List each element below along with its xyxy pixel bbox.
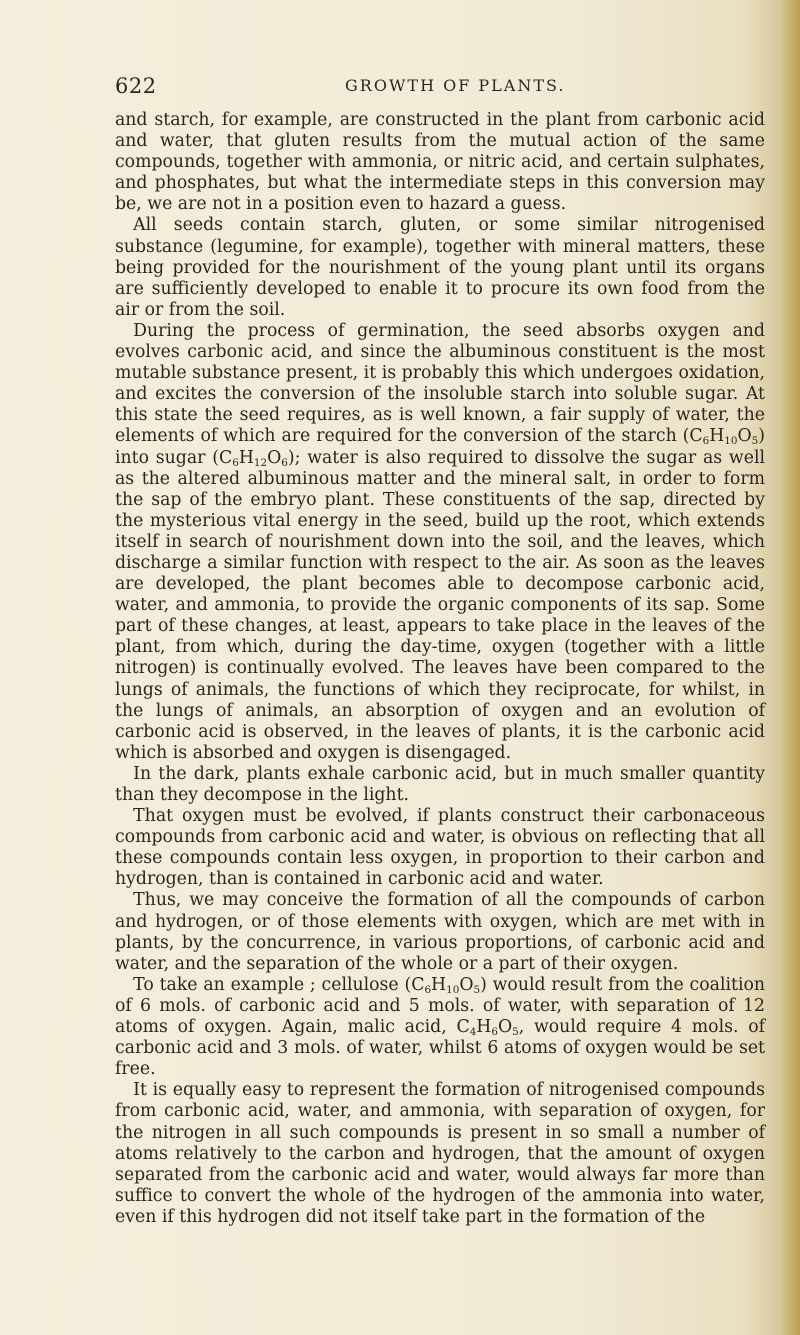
paragraph: and starch, for example, are constructed in the plant from carbonic acid and water, that gluten results from the mutual action of the same compounds, together with ammonia, or nitric acid, and certain sulphates, and phosphates, but what the intermediate steps in this conversion may be, we are not in a position even to hazard a guess. (115, 110, 765, 215)
text-run: H (238, 447, 254, 468)
subscript: 10 (446, 983, 460, 996)
subscript: 6 (232, 456, 239, 469)
text-run: O (737, 426, 752, 447)
text-run: H (476, 1017, 492, 1038)
paragraph: All seeds contain starch, gluten, or some similar nitrogenised substance (legumine, for example), together with mineral matters, these being provided for the nourishment of the young plant until its organs are sufficiently developed to enable it to procure its own food from the air or from the soil. (115, 215, 765, 320)
text-run: ) would result from the coalition of 6 mols. of carbonic acid and 5 mols. of water, with separation of 12 atoms of oxygen. Again, malic acid, C (115, 974, 766, 1038)
subscript: 6 (281, 456, 288, 469)
page-edge-shadow (782, 0, 800, 1335)
body-text (115, 110, 765, 1228)
paragraph: That oxygen must be evolved, if plants construct their carbonaceous compounds from carbonic acid and water, is obvious on reflecting that all these compounds contain less oxygen, in proportion to their carbon and hydrogen, than is contained in carbonic acid and water. (115, 806, 765, 890)
subscript: 10 (724, 435, 738, 448)
paragraph (115, 321, 765, 764)
running-title: GROWTH OF PLANTS. (345, 76, 566, 95)
text-run: To take an example ; cellulose (C (133, 974, 425, 995)
paragraph: It is equally easy to represent the formation of nitrogenised compounds from carbonic acid, water, and ammonia, with separation of oxygen, for the nitrogen in all such compounds is present in so small a number of atoms relatively to the carbon and hydrogen, that the amount of oxygen separated from the carbonic acid and water, would always far more than suffice to convert the whole of the hydrogen of the ammonia into water, even if this hydrogen did not itself take part in the formation of the (115, 1080, 765, 1227)
text-run: ) into sugar (C (115, 426, 765, 468)
subscript: 4 (469, 1026, 477, 1039)
paragraph: In the dark, plants exhale carbonic acid, but in much smaller quantity than they decompose in the light. (115, 763, 765, 805)
text-run: H (431, 974, 447, 995)
subscript: 5 (473, 983, 481, 996)
subscript: 6 (491, 1026, 498, 1039)
text-run: O (459, 974, 474, 995)
text-run: O (497, 1017, 513, 1038)
subscript: 5 (512, 1026, 519, 1039)
text-run: During the process of germination, the seed absorbs oxygen and evolves carbonic acid, and since the albuminous constituent is the most mutable substance present, it is probably this which undergoes oxidation, and excites the conversion of the insoluble starch into soluble sugar. At this state the seed requires, as is well known, a fair supply of water, the elements of which are required for the conversion of the starch (C (115, 320, 765, 447)
page-header (115, 74, 755, 98)
subscript: 12 (253, 456, 268, 469)
subscript: 5 (751, 435, 759, 448)
paragraph (115, 975, 765, 1080)
text-run: ); water is also required to dissolve the sugar as well as the altered albuminous matter and the mineral salt, in order to form the sap of the embryo plant. These constituents of the sap, directed by the mysterious vital energy in the seed, build up the root, which extends itself in search of nourishment down into the soil, and the leaves, which discharge a similar function with respect to the air. As soon as the leaves are developed, the plant becomes able to decompose carbonic acid, water, and ammonia, to provide the organic components of its sap. Some part of these changes, at least, appears to take place in the leaves of the plant, from which, during the day-time, oxygen (together with a little nitrogen) is continually evolved. The leaves have been compared to the lungs of animals, the functions of which they reciprocate, for whilst, in the lungs of animals, an absorption of oxygen and an evolution of carbonic acid is observed, in the leaves of plants, it is the carbonic acid which is absorbed and oxygen is disengaged. (115, 447, 766, 763)
subscript: 6 (702, 435, 710, 448)
text-run: H (709, 426, 725, 447)
text-run: O (267, 447, 282, 468)
paragraph: Thus, we may conceive the formation of all the compounds of carbon and hydrogen, or of those elements with oxygen, which are met with in plants, by the concurrence, in various proportions, of carbonic acid and water, and the separation of the whole or a part of their oxygen. (115, 890, 765, 974)
page-number: 622 (115, 74, 157, 98)
subscript: 6 (424, 983, 432, 996)
text-run: , would require 4 mols. of carbonic acid and 3 mols. of water, whilst 6 atoms of oxygen would be set free. (115, 1017, 765, 1080)
